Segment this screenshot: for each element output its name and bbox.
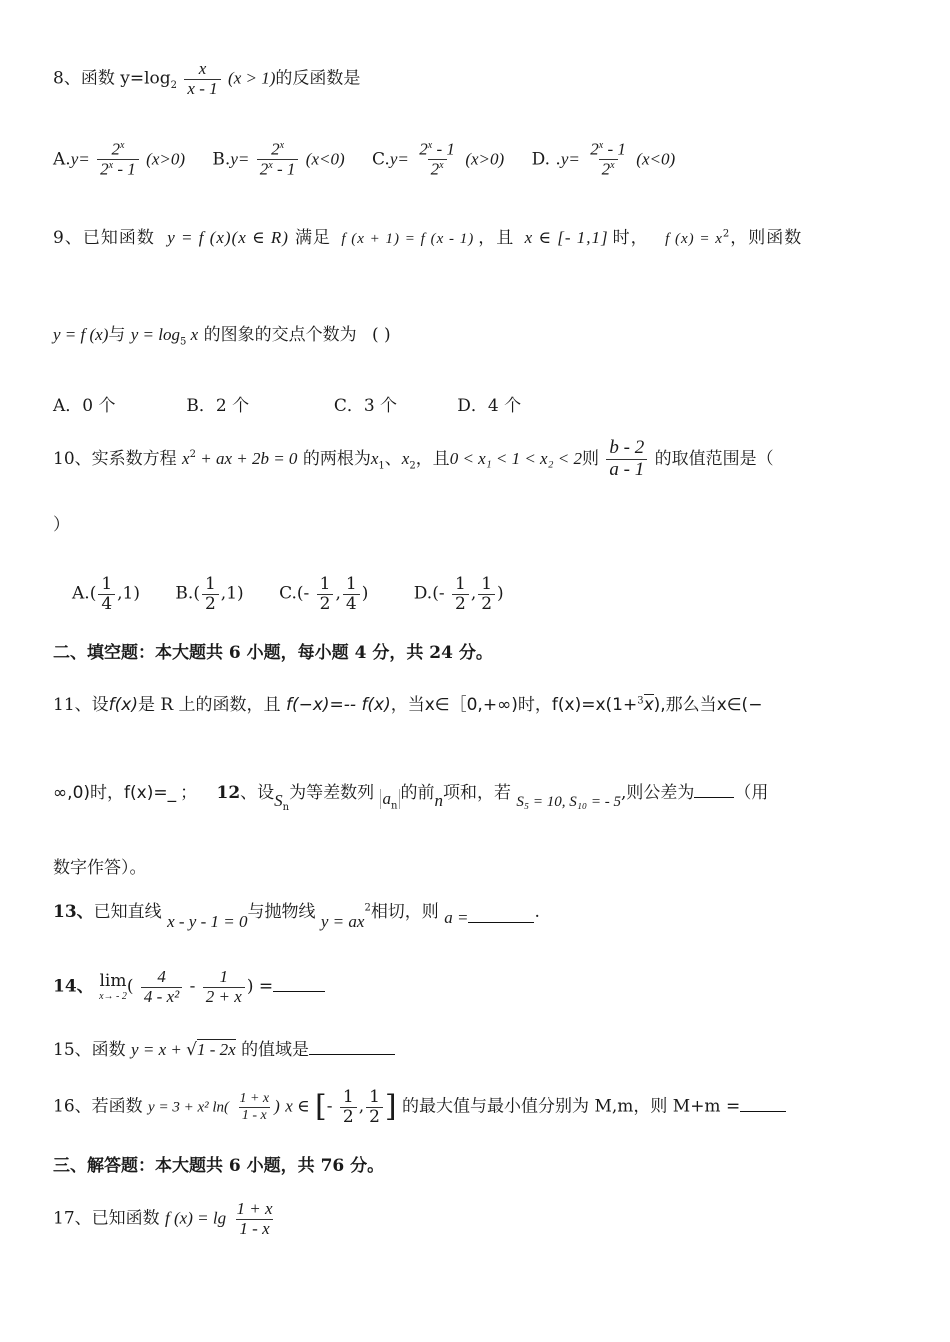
q17-label: 17、已知函数: [53, 1208, 160, 1229]
frac-den: 2 + x: [203, 987, 245, 1007]
frac-num: 2: [419, 139, 428, 159]
frac-num: 1: [345, 574, 357, 594]
frac-num-tail: - 1: [603, 139, 626, 159]
q9-t1: 满足: [294, 228, 331, 248]
q12-t0: 、设: [240, 783, 275, 803]
frac-den-sup: x: [610, 160, 615, 172]
frac-num-sup: x: [279, 140, 285, 151]
q16-label: 16、若函数: [53, 1096, 143, 1117]
q10-inequality: 0 < x₁ < 1 < x₂ < 2: [449, 448, 582, 468]
q9-f6-sub: 5: [180, 336, 187, 348]
q9-f6-tail: x: [186, 325, 199, 344]
q8-option-d: [532, 140, 676, 180]
option-mid: ,: [470, 583, 477, 604]
q10-frac-num: b - 2: [609, 437, 645, 458]
q9-t5: 与: [108, 325, 126, 345]
q9-f1: y = f (x)(x ∈ R): [167, 228, 289, 247]
q8-frac-den: x - 1: [184, 79, 220, 99]
q17-frac: [234, 1200, 276, 1238]
q13-t0: 已知直线: [93, 902, 162, 922]
q10-option-c: [279, 575, 368, 613]
q10-t3: 则: [582, 448, 599, 469]
q10-t2: ，且: [415, 448, 450, 469]
question-8: [53, 60, 900, 98]
frac-den: 2: [452, 594, 469, 614]
option-lhs: y=: [70, 149, 90, 169]
option-label: C.: [372, 149, 390, 170]
question-11-12-line: [53, 783, 900, 814]
q10-x2-sub: 2: [409, 460, 416, 472]
q14-limit: [99, 971, 127, 1003]
frac-num: 1: [481, 574, 493, 594]
q14-close: ) =: [246, 976, 274, 997]
q12-t1: 为等差数列: [289, 783, 375, 803]
q14-frac-1: [141, 968, 182, 1006]
q14-minus: -: [189, 976, 196, 997]
frac-den: 2: [478, 594, 495, 614]
q16-tail: 的最大值与最小值分别为 M,m，则 M+m =: [402, 1096, 741, 1117]
frac-num: 1: [219, 967, 229, 986]
q11-expr-tail: ),那么当: [653, 695, 717, 715]
q11-l4: 时，: [517, 695, 552, 715]
frac-num: 2: [111, 139, 120, 159]
frac-den: 4 - x²: [141, 987, 182, 1007]
q10-sep: 、: [384, 448, 402, 469]
q9-f5: y = f (x): [53, 325, 109, 344]
question-10: [53, 438, 900, 481]
frac-den: 2: [366, 1107, 383, 1127]
q10-x2: x: [401, 448, 410, 468]
q11-root-index: 3: [637, 695, 644, 707]
q9-f2: f (x + 1) = f (x - 1): [341, 231, 475, 247]
q16-frac: [236, 1091, 272, 1123]
q9-option-c: C．3 个: [333, 396, 398, 416]
question-11: [53, 695, 900, 715]
q9-option-a: A．0 个: [53, 396, 116, 416]
q14-label: 14、: [53, 976, 94, 997]
option-label: B.: [212, 149, 231, 170]
q13-a: a =: [444, 908, 469, 927]
option-pre: (: [193, 583, 200, 604]
frac-den: 2: [202, 594, 219, 614]
q12-line3: 数字作答）。: [53, 858, 147, 878]
frac-den-tail: - 1: [113, 160, 136, 179]
q9-f6: y = log: [130, 325, 181, 344]
q16-close: ): [274, 1096, 280, 1116]
q9-answer-paren: ( ): [372, 325, 391, 345]
q12-an: a: [382, 789, 392, 808]
frac-num: 2: [271, 139, 280, 159]
q10-option-d: [414, 575, 504, 613]
option-lhs: y=: [560, 149, 580, 169]
q8-fraction: [184, 60, 220, 98]
q8-option-c: [372, 140, 504, 180]
section-3-heading: 三、解答题：本大题共 6 小题，共 76 分。: [53, 1156, 385, 1176]
frac-num: 4: [157, 967, 166, 986]
frac-den-sup: x: [108, 160, 114, 172]
q8-condition: (x > 1): [228, 68, 276, 88]
question-13: [53, 902, 900, 931]
q11-line2-b: ；: [180, 783, 198, 803]
option-pre: (-: [432, 583, 450, 604]
option-fraction: [97, 140, 139, 180]
frac-num: 2: [590, 139, 599, 159]
q17-expr: f (x) = lg: [165, 1208, 227, 1228]
question-15: 15、函数 y = x + √1 - 2x 的值域是: [53, 1040, 900, 1060]
frac-den: 2: [100, 160, 109, 179]
q14-open: (: [126, 976, 134, 997]
q11-line2-fx: f(x)=_: [124, 783, 177, 803]
frac-num: 1: [204, 574, 216, 594]
q14-answer-blank: [273, 991, 325, 992]
q12-t2: 的前: [400, 783, 435, 803]
q10-frac-den: a - 1: [606, 459, 647, 481]
option-label: D.: [413, 583, 433, 604]
q15-answer-blank: [309, 1054, 395, 1055]
q16-frac-2: [366, 1088, 383, 1126]
frac-den: 2: [430, 160, 440, 179]
option-mid: ,: [335, 583, 341, 604]
q8-options: [53, 140, 900, 180]
q16-domain: x ∈: [285, 1096, 310, 1116]
frac-num: 1 + x: [236, 1199, 273, 1218]
question-9: [53, 228, 900, 248]
section-2-heading: 二、填空题：本大题共 6 小题，每小题 4 分，共 24 分。: [53, 643, 493, 663]
q8-label: 8、函数 y=log: [53, 68, 171, 89]
q11-l2: 是 R 上的函数，且: [137, 695, 281, 715]
q10-options: [72, 575, 900, 613]
q9-options: [53, 396, 900, 416]
q11-domain: x∈［0,+∞): [424, 695, 518, 715]
frac-den-sup: x: [268, 160, 273, 172]
option-fraction: [587, 140, 629, 180]
q15-label: 15、函数: [53, 1040, 126, 1060]
q12-sequence: [380, 789, 401, 812]
q8-frac-num: x: [198, 59, 207, 78]
q10-x1: x: [370, 448, 379, 468]
q10-x1-sub: 1: [378, 460, 385, 472]
q16-neg: -: [326, 1096, 333, 1117]
q12-n: n: [434, 791, 443, 810]
frac-num: 1: [319, 574, 331, 594]
q10-t1: 的两根为: [302, 448, 371, 469]
frac-den-tail: - 1: [272, 160, 296, 179]
q8-tail: 的反函数是: [275, 68, 361, 89]
q14-frac-2: [203, 968, 245, 1006]
q13-line: x - y - 1 = 0: [167, 912, 248, 931]
option-post: ): [361, 583, 369, 604]
frac-den: 2: [259, 160, 269, 179]
q11-expr: f(x)=x(1+: [551, 695, 638, 715]
question-17: [53, 1200, 900, 1238]
q12-t5: （用: [734, 783, 769, 803]
option-condition: (x>0): [146, 149, 185, 169]
option-label: D. .: [531, 149, 561, 170]
q15-root: 1 - 2x: [196, 1040, 236, 1059]
q8-log-base: 2: [170, 80, 177, 92]
option-pre: (: [89, 583, 97, 604]
option-lhs: y=: [230, 149, 250, 169]
q9-f3: x ∈ [- 1,1]: [524, 228, 609, 247]
q12-condition: S₅ = 10, S₁₀ = - 5: [516, 794, 622, 810]
q10-eq-tail: + ax + 2b = 0: [195, 448, 298, 468]
q15-tail: 的值域是: [241, 1040, 310, 1060]
q16-frac-1: [340, 1088, 357, 1126]
q9-f4-sup: 2: [722, 228, 731, 240]
q10-eq-sup: 2: [189, 449, 196, 461]
q9-t6: 的图象的交点个数为: [203, 325, 357, 345]
q10-eq: x: [182, 448, 190, 468]
frac-den: 1 - x: [239, 1107, 270, 1123]
question-16: [53, 1088, 900, 1126]
frac-num-tail: - 1: [432, 139, 455, 159]
q9-option-d: D．4 个: [457, 396, 522, 416]
q16-answer-blank: [740, 1111, 786, 1112]
frac-num: 1: [454, 574, 466, 594]
frac-den: 2: [317, 594, 334, 614]
q10-fraction: [606, 438, 647, 481]
q15-expr: y = x +: [131, 1040, 187, 1059]
q11-l3: ，当: [390, 695, 425, 715]
q10-t4: 的取值范围是（: [654, 448, 774, 469]
q9-t3: 时，: [612, 228, 649, 248]
q16-comma: ,: [358, 1096, 365, 1117]
q10-label: 10、实系数方程: [53, 448, 177, 469]
frac-num-sup: x: [427, 140, 433, 151]
q13-parabola-sup: 2: [364, 902, 371, 914]
q12-an-sub: n: [391, 800, 398, 812]
option-condition: (x<0): [305, 149, 345, 169]
q13-dot: .: [534, 902, 540, 922]
option-lhs: y=: [389, 149, 409, 169]
q10-option-b: [175, 575, 243, 613]
q11-eq: f(−x)=-- f(x): [285, 695, 391, 715]
option-post: ): [497, 583, 504, 604]
q16-expr: y = 3 + x² ln(: [148, 1099, 230, 1116]
q16-right-bracket: ]: [384, 1089, 397, 1125]
q10-close-paren: ）: [53, 515, 70, 535]
q12-sn-sub: n: [282, 802, 290, 814]
q9-t2: ，且: [478, 228, 515, 248]
q11-l1: 11、设: [53, 695, 109, 715]
q9-t4: ，则函数: [730, 228, 803, 248]
option-fraction: [257, 140, 299, 180]
option-condition: (x<0): [636, 149, 676, 169]
frac-den: 2: [340, 1107, 357, 1127]
q9-option-b: B．2 个: [186, 396, 250, 416]
option-label: A.: [53, 149, 71, 170]
q12-answer-blank: [694, 797, 734, 798]
frac-num: 1: [101, 574, 113, 594]
option-label: A.: [72, 583, 90, 604]
frac-num-sup: x: [598, 140, 604, 151]
frac-den-sup: x: [439, 160, 444, 172]
option-label: B.: [175, 583, 194, 604]
q8-option-a: [53, 140, 185, 180]
q12-t4: ,则公差为: [621, 783, 695, 803]
q14-lim-sub: x→ - 2: [99, 991, 127, 1003]
option-pre: (-: [296, 583, 315, 604]
frac-den: 4: [343, 594, 360, 614]
option-condition: (x>0): [465, 149, 505, 169]
frac-den: 4: [98, 594, 115, 614]
q13-t1: 与抛物线: [247, 902, 316, 922]
option-post: ,1): [117, 583, 141, 604]
q11-root-body: x: [643, 695, 654, 715]
q13-t2: 相切，则: [370, 902, 439, 922]
frac-num: 1: [342, 1087, 354, 1107]
frac-den: 2: [601, 160, 611, 179]
q12-sn: S: [274, 791, 283, 810]
option-fraction: [416, 140, 458, 180]
q10-option-a: [72, 575, 140, 613]
q16-left-bracket: [: [314, 1089, 327, 1125]
frac-den: 1 - x: [236, 1219, 272, 1239]
q9-label: 9、已知函数: [53, 228, 155, 248]
q12-t3: 项和，若: [442, 783, 511, 803]
q13-label: 13、: [53, 902, 94, 922]
question-14: [53, 968, 900, 1006]
q8-option-b: [212, 140, 344, 180]
frac-num: 1 + x: [239, 1091, 270, 1107]
q14-lim: lim: [99, 971, 127, 991]
frac-num: 1: [369, 1087, 380, 1107]
question-9-line2: [53, 325, 900, 348]
q13-parabola: y = ax: [320, 912, 365, 931]
q12-label: 12: [216, 783, 241, 803]
frac-num-sup: x: [119, 140, 125, 151]
q9-f4: f (x) = x: [665, 231, 723, 247]
q13-answer-blank: [468, 922, 534, 923]
option-label: C.: [279, 583, 297, 604]
q11-line2-a: ∞,0)时，: [53, 783, 125, 803]
q11-domain2: x∈(−: [716, 695, 763, 715]
q11-fx: f(x): [108, 695, 138, 715]
option-post: ,1): [220, 583, 244, 604]
